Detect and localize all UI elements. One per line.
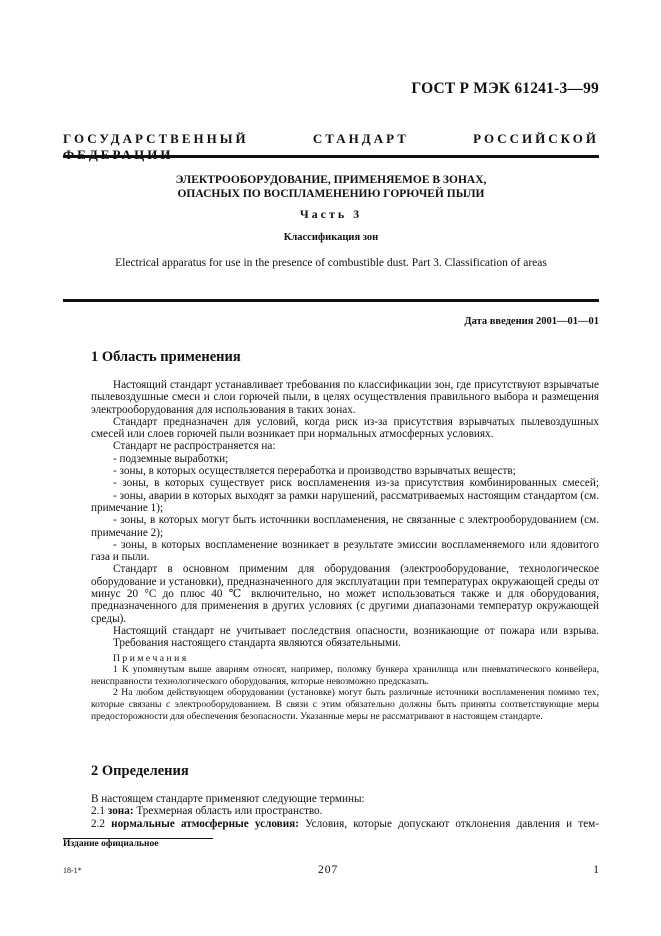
- edition-label: Издание официальное: [63, 839, 159, 849]
- section-2-heading: 2 Определения: [91, 763, 189, 779]
- notes-block: [91, 653, 599, 723]
- definition-1: [91, 805, 599, 817]
- page-number-center: 207: [318, 864, 339, 876]
- title-divider: [63, 299, 599, 302]
- subtitle: Классификация зон: [283, 232, 379, 243]
- standard-header: ГОСУДАРСТВЕННЫЙ СТАНДАРТ РОССИЙСКОЙ: [63, 131, 599, 146]
- section-1-heading: 1 Область применения: [91, 349, 241, 365]
- paragraph: Стандарт предназначен для условий, когда риск из-за присутствия взрывчатых пылевоздушных смесей или слоев горючей пыли возникает при нормальных атмосферных условиях.: [91, 415, 599, 441]
- term: нормальные атмосферные условия:: [111, 817, 299, 830]
- footer-mark: 18-1*: [63, 866, 82, 875]
- list-item: - зоны, в которых могут быть источники воспламенения, не связанные с электрооборудованием (см. примечание 2);: [91, 514, 599, 539]
- page-number: 1: [593, 864, 599, 876]
- intro-date: Дата введения 2001—01—01: [464, 316, 599, 327]
- note-item: 1 К упомянутым выше авариям относят, например, поломку бункера хранилища или пневматического конвейера, неисправности технологического оборудования, которые невозможно предсказать.: [91, 664, 599, 687]
- part-label: Часть 3: [299, 207, 363, 221]
- definition-2: [91, 818, 599, 830]
- title-line-2: ОПАСНЫХ ПО ВОСПЛАМЕНЕНИЮ ГОРЮЧЕЙ ПЫЛИ: [177, 188, 485, 200]
- note-item: 2 На любом действующем оборудовании (установке) могут быть различные источники воспламенения помимо тех, которые связаны с электрооборудованием. В связи с этим обязательно должны быть приняты соответствующие меры предосторожности для обеспечения безопасности. Указанные меры не рассматривают в настоящем стандарте.: [91, 687, 599, 722]
- paragraph: В настоящем стандарте применяют следующие термины:: [91, 793, 365, 805]
- paragraph: Настоящий стандарт устанавливает требования по классификации зон, где присутствуют взрывчатые пылевоздушные смеси и слои горючей пыли, в целях осуществления правильного выбора и размещения электрооборудования для использования в таких зонах.: [91, 379, 599, 416]
- list-item: - зоны, в которых осуществляется переработка и производство взрывчатых веществ;: [113, 465, 516, 478]
- section-1-body: [91, 379, 599, 722]
- notes-heading: Примечания: [113, 652, 189, 664]
- term-definition: Трехмерная область или пространство.: [133, 805, 323, 818]
- list-item: - зоны, в которых существует риск воспламенения из-за присутствия комбинированных смесей;: [113, 477, 599, 490]
- list-item: - зоны, аварии в которых выходят за рамки нарушений, рассматриваемых настоящим стандартом (см. примечание 1);: [91, 489, 599, 514]
- english-title: Electrical apparatus for use in the presence of combustible dust. Part 3. Classification of areas: [115, 257, 547, 269]
- paragraph: Стандарт не распространяется на:: [113, 440, 276, 453]
- list-item: - подземные выработки;: [113, 452, 229, 465]
- title-line-1: ЭЛЕКТРООБОРУДОВАНИЕ, ПРИМЕНЯЕМОЕ В ЗОНАХ,: [175, 174, 487, 186]
- term-number: 2.1: [91, 805, 108, 818]
- term: зона:: [107, 805, 134, 818]
- section-2-body: [91, 793, 599, 830]
- document-code: ГОСТ Р МЭК 61241-3—99: [411, 80, 599, 97]
- list-item: - зоны, в которых воспламенение возникает в результате эмиссии воспламеняемого или ядовитого газа и пыли.: [91, 538, 599, 564]
- paragraph: Настоящий стандарт не учитывает последствия опасности, возникающие от пожара или взрыва.: [113, 624, 599, 637]
- term-definition: Условия, которые допускают отклонения давления и тем-: [298, 817, 599, 830]
- paragraph: Требования настоящего стандарта являются обязательными.: [113, 637, 401, 650]
- term-number: 2.2: [91, 817, 112, 830]
- header-divider: [63, 155, 599, 158]
- paragraph: Стандарт в основном применим для оборудования (электрооборудование, технологическое оборудование и установки), предназначенного для эксплуатации при температурах окружающей среды от минус 20 °С до плюс 40 ℃ включительно, но может использоваться также и для оборудования, предназначенного для применения в других условиях (с другими диапазонами температур окружающей среды).: [91, 563, 599, 625]
